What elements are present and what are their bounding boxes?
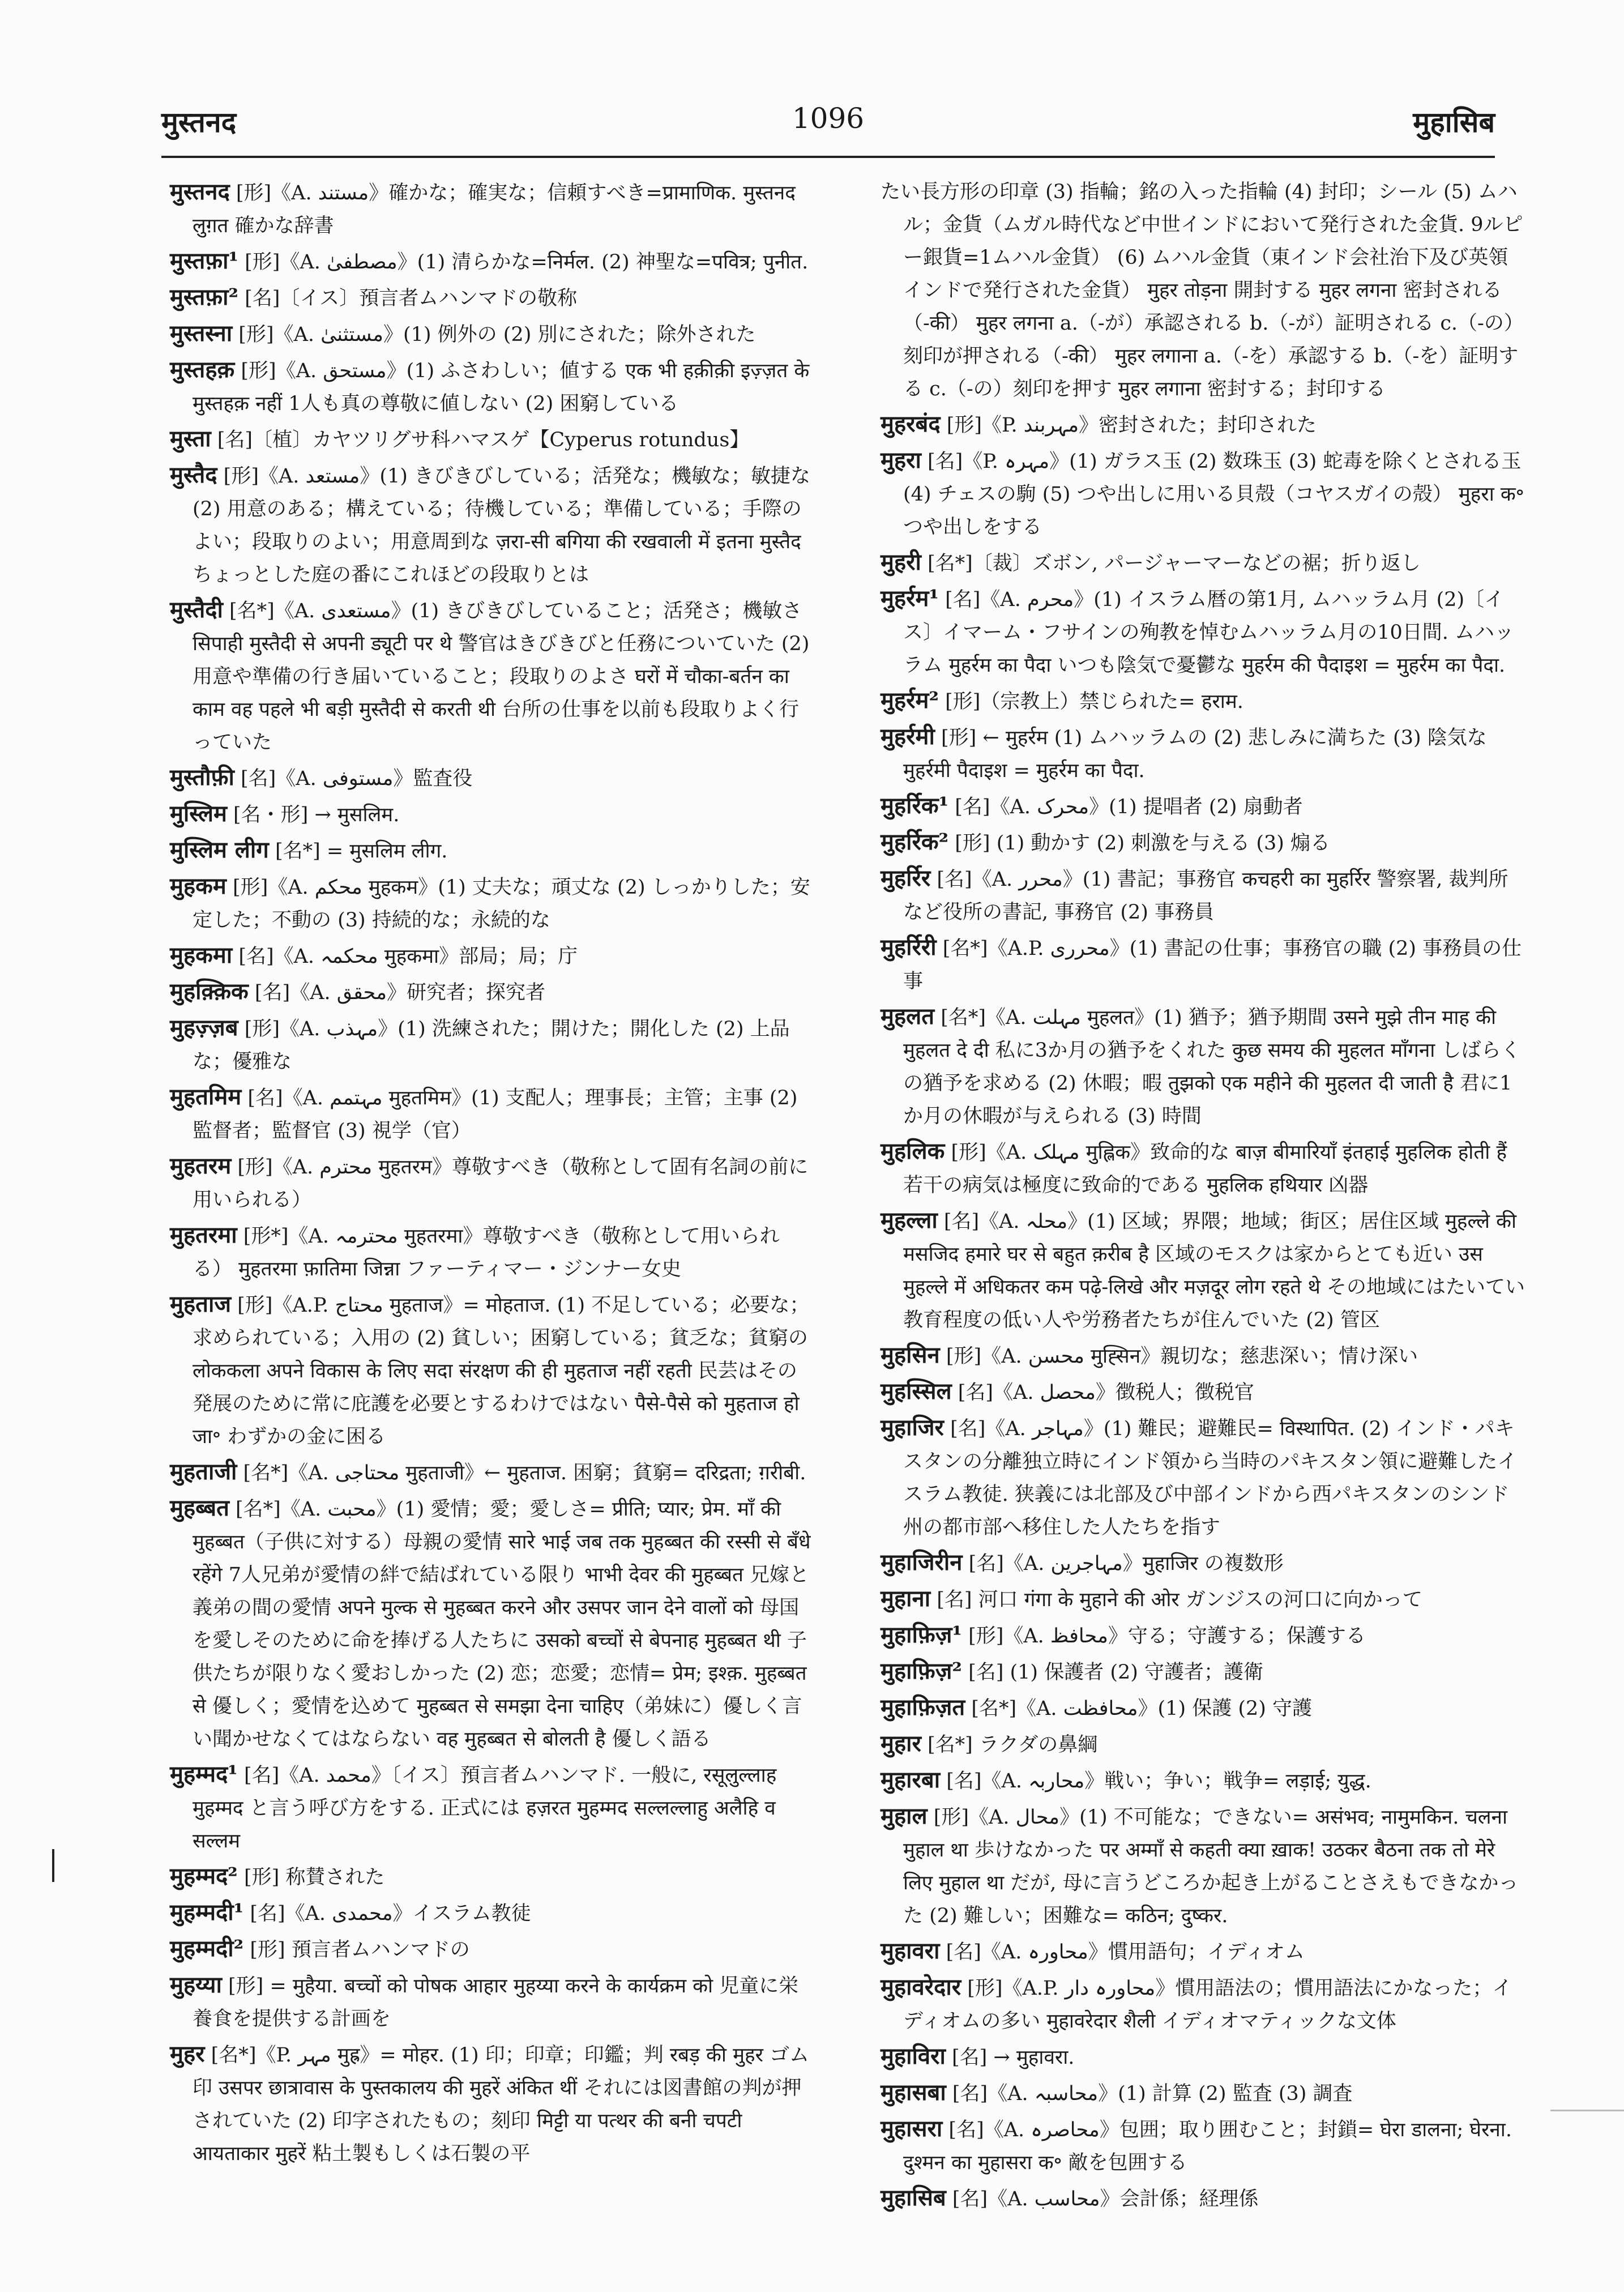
entry-definition: [形]《A. مستحق》(1) ふさわしい；値する एक भी हक़ीक़ी इज़्ज़त के मुस्तहक़ नहीं 1人も真の尊敬に値しない (2) 困窮している <box>193 360 810 415</box>
dictionary-entry <box>881 176 1526 406</box>
dictionary-entry <box>170 1081 815 1147</box>
headword: मुहावरा <box>881 1937 940 1964</box>
dictionary-entry <box>170 1011 815 1078</box>
dictionary-entry <box>881 1935 1526 1969</box>
dictionary-entry <box>881 1135 1526 1202</box>
headword: मुहरी <box>881 549 921 575</box>
entry-definition: [名] → मुहावरा. <box>951 2046 1075 2069</box>
headword: मुहक़्क़िक <box>170 978 249 1005</box>
entry-definition: [形] 預言者ムハンマドの <box>250 1939 470 1961</box>
entry-definition: [名]《A. محرم》(1) イスラム暦の第1月, ムハッラム月 (2)〔イス〕イマーム・フサインの殉教を悼むムハッラム月の10日間. ムハッラム मुहर्रम का पैदा いつも陰気で憂鬱な मुहर्रम की पैदाइश = मुहर्रम का पैदा. <box>903 588 1514 677</box>
headword: मुहर्रमी <box>881 723 935 750</box>
dictionary-entry <box>170 245 815 279</box>
headword: मुहाफ़िज़¹ <box>881 1621 962 1648</box>
dictionary-entry <box>881 2076 1526 2110</box>
entry-definition: [名*] ラクダの鼻綱 <box>928 1734 1098 1756</box>
dictionary-entry <box>170 975 815 1009</box>
dictionary-entry <box>881 720 1526 787</box>
dictionary-entry <box>170 870 815 937</box>
dictionary-entry <box>170 939 815 973</box>
entry-definition: [形*]《A. محترمہ मुहतरमा》尊敬すべき（敬称として用いられる） मुहतरमा फ़ातिमा जिन्ना ファーティマー・ジンナー女史 <box>193 1225 780 1281</box>
headword: मुहलत <box>881 1003 935 1030</box>
dictionary-entry <box>170 761 815 795</box>
dictionary-entry <box>881 684 1526 718</box>
dictionary-entry <box>881 1691 1526 1725</box>
headword: मुस्तैद <box>170 462 217 488</box>
entry-definition: [名]〔植〕カヤツリグサ科ハマスゲ【Cyperus rotundus】 <box>217 429 750 451</box>
headword: मुस्तस्ना <box>170 320 233 347</box>
page-number: 1096 <box>792 102 865 135</box>
headword: मुहकम <box>170 873 226 899</box>
dictionary-entry <box>170 797 815 831</box>
headword: मुहाल <box>881 1803 928 1829</box>
entry-definition: [名*]《A. مستعدی》(1) きびきびしていること；活発さ；機敏さ सिपाही मुस्तैदी से अपनी ड्यूटी पर थे 警官はきびきびと任務についていた (2) 用意や準備の行き届いていること；段取りのよさ घरों में चौका-बर्तन का काम वह पहले भी बड़ी मुस्तैदी से करती थी 台所の仕事を以前も段取りよく行っていた <box>193 600 810 754</box>
entry-definition: [名]《A. مستوفی》監査役 <box>240 767 473 790</box>
entry-definition: [名]《A. محرک》(1) 提唱者 (2) 扇動者 <box>955 796 1303 818</box>
dictionary-entry <box>881 582 1526 682</box>
dictionary-entry <box>881 1375 1526 1409</box>
entry-definition: [形]《A.P. محاورہ دار》慣用語法の；慣用語法にかなった；イディオムの多い मुहावरेदार शैली イディオマティックな文体 <box>903 1977 1512 2033</box>
entry-definition: [名]《A. محاربہ》戦い；争い；戦争= लड़ाई; युद्ध. <box>946 1770 1371 1792</box>
dictionary-entry <box>881 1000 1526 1133</box>
entry-definition: [名] (1) 保護者 (2) 守護者；護衛 <box>968 1661 1264 1684</box>
entry-definition: [形]《A. مہلک मुह्लिक》致命的な बाज़ बीमारियाँ इंतहाई मुहलिक होती हैं 若干の病気は極度に致命的である मुहलिक हथियार 凶器 <box>903 1141 1507 1197</box>
headword: मुहर्रम¹ <box>881 585 939 612</box>
left-guide-word: मुस्तनद <box>161 105 237 139</box>
left-column <box>170 176 815 2173</box>
entry-definition: [名*]《A. محافظت》(1) 保護 (2) 守護 <box>971 1697 1313 1720</box>
dictionary-entry <box>170 1860 815 1894</box>
entry-definition: [形]《A. مستعد》(1) きびきびしている；活発な；機敏な；敏捷な (2) 用意のある；構えている；待機している；準備している；手際のよい；段取りのよい；用意周到な ज़रा-सी बगिया की रखवाली में इतना मुस्तैद ちょっとした庭の番にこれほどの段取りとは <box>193 465 811 586</box>
entry-definition: [名*]〔裁〕ズボン, パージャーマーなどの裾；折り返し <box>928 552 1421 575</box>
entry-definition: [名]〔イス〕預言者ムハンマドの敬称 <box>245 287 578 310</box>
dictionary-entry <box>881 2040 1526 2074</box>
entry-definition: [形]《A.P. محتاج मुहताज》= मोहताज. (1) 不足している；必要な；求められている；入用の (2) 貧しい；困窮している；貧乏な；貧窮の लोककला अपने विकास के लिए सदा संरक्षण की ही मुहताज नहीं रहती 民芸はその発展のために常に庇護を必要とするわけではない पैसे-पैसे को मुहताज हो जा॰ わずかの金に困る <box>193 1294 810 1448</box>
entry-definition: [名*]《A.P. محرری》(1) 書記の仕事；事務官の職 (2) 事務員の仕事 <box>903 937 1522 993</box>
entry-definition: [名]《A. محرر》(1) 書記；事務官 कचहरी का मुहर्रिर 警察署, 裁判所など役所の書記, 事務官 (2) 事務員 <box>903 868 1508 924</box>
dictionary-entry <box>170 1150 815 1217</box>
entry-definition: [形] (1) 動かす (2) 刺激を与える (3) 煽る <box>955 832 1331 855</box>
headword: मुहर्रिरी <box>881 934 937 961</box>
dictionary-entry <box>170 317 815 351</box>
headword: मुहर्रिक² <box>881 829 949 855</box>
entry-definition: [名] 河口 गंगा के मुहाने की ओर ガンジスの河口に向かって <box>937 1589 1422 1611</box>
dictionary-entry <box>170 1758 815 1858</box>
dictionary-entry <box>170 353 815 420</box>
entry-definition: [名]《P. مہرہ》(1) ガラス玉 (2) 数珠玉 (3) 蛇毒を除くとされる玉 (4) チェスの駒 (5) つや出しに用いる貝殻（コヤスガイの殻） मुहरा क॰ つや出しをする <box>903 450 1524 539</box>
headword: मुस्तहक़ <box>170 356 235 383</box>
dictionary-entry <box>170 1492 815 1756</box>
page-header <box>161 102 1495 147</box>
dictionary-entry <box>881 862 1526 929</box>
dictionary-entry <box>881 1339 1526 1373</box>
headword: मुहर्रिक¹ <box>881 792 949 819</box>
headword: मुहज़्ज़ब <box>170 1014 238 1041</box>
dictionary-entry <box>881 1655 1526 1689</box>
headword: मुहासरा <box>881 2115 943 2142</box>
dictionary-entry <box>881 1800 1526 1932</box>
dictionary-entry <box>881 1411 1526 1544</box>
entry-definition: [名]《A. محاورہ》慣用語句；イディオム <box>946 1941 1305 1964</box>
headword: मुहलिक <box>881 1138 945 1164</box>
dictionary-entry <box>881 789 1526 823</box>
page-edge-mark <box>1550 2110 1624 2111</box>
dictionary-entry <box>881 1727 1526 1761</box>
entry-definition: [名]《A. مہاجر》(1) 難民；避難民= विस्थापित. (2) インド・パキスタンの分離独立時にインド領から当時のパキスタン領に避難したイスラム教徒. 狭義には北部及び中部インドから西パキスタンのシンド州の都市部へ移住した人たちを指す <box>903 1418 1518 1539</box>
entry-definition: [名]《A. محکمہ मुहकमा》部局；局；庁 <box>238 945 578 968</box>
entry-definition: [形] 称賛された <box>243 1866 385 1889</box>
entry-definition: [名]《A. محلہ》(1) 区域；界隈；地域；街区；居住区域 मुहल्ले की मसजिद हमारे घर से बहुत क़रीब है 区域のモスクは家からとても近い उस मुहल्ले में अधिकतर कम पढ़े-लिखे और मज़दूर लोग रहते थे その地域にはたいてい教育程度の低い人や労務者たちが住んでいた (2) 管区 <box>903 1210 1525 1331</box>
entry-definition: [名]《A. محصل》徴税人；徴税官 <box>958 1381 1254 1404</box>
dictionary-entry <box>170 1932 815 1966</box>
dictionary-entry <box>170 281 815 315</box>
entry-definition: [名]《A. محاسبہ》(1) 計算 (2) 監査 (3) 調査 <box>952 2082 1353 2105</box>
entry-definition: [名*]《P. مہر मुह्र》= मोहर. (1) 印；印章；印鑑；判 रबड़ की मुहर ゴム印 उसपर छात्रावास के पुस्तकालय की मुहरें अंकित थीं それには図書館の判が押されていた (2) 印字されたもの；刻印 मिट्टी या पत्थर की बनी चपटी आयताकार मुहरें 粘土製もしくは石製の平 <box>193 2044 810 2165</box>
dictionary-entry <box>881 546 1526 580</box>
entry-definition: [名*]《A. مہلت मुहलत》(1) 猶予；猶予期間 उसने मुझे तीन माह की मुहलत दे दी 私に3か月の猶予をくれた कुछ समय की मुहलत माँगना しばらくの猶予を求める (2) 休暇；暇 तुझको एक महीने की मुहलत दी जाती है 君に1か月の休暇が与えられる (3) 時間 <box>903 1006 1521 1128</box>
dictionary-entry <box>170 459 815 591</box>
headword: मुहर्रिर <box>881 865 931 891</box>
headword: मुस्तैदी <box>170 596 223 623</box>
right-guide-word: मुहासिब <box>1413 105 1495 139</box>
headword: मुस्तफ़ा² <box>170 284 238 310</box>
dictionary-entry <box>170 834 815 868</box>
margin-mark <box>52 1849 54 1882</box>
headword: मुहरा <box>881 447 921 473</box>
dictionary-entry <box>881 408 1526 442</box>
entry-definition: [形]《A. محسن मुह्सिन》親切な；慈悲深い；情け深い <box>946 1345 1418 1368</box>
entry-definition: [名・形] → मुसलिम. <box>233 804 400 826</box>
headword: मुहासबा <box>881 2079 946 2106</box>
entry-definition: [形]《A. مصطفیٰ》(1) 清らかな=निर्मल. (2) 神聖な=पवित्र; पुनीत. <box>245 251 809 274</box>
dictionary-entry <box>881 2182 1526 2216</box>
entry-definition: [形]《A. محکم मुहकम》(1) 丈夫な；頑丈な (2) しっかりした；安定した；不動の (3) 持続的な；永続的な <box>193 876 810 932</box>
headword: मुहाजिरीन <box>881 1549 963 1576</box>
headword: मुहर <box>170 2041 205 2067</box>
entry-definition: [形]（宗教上）禁じられた= हराम. <box>945 690 1243 713</box>
headword: मुस्लिम लीग <box>170 836 269 863</box>
headword: मुहब्बत <box>170 1495 229 1521</box>
entry-definition: [名]《A. محقق》研究者；探究者 <box>254 981 546 1004</box>
entry-definition: [名]《A. مہاجرین》मुहाजिर の複数形 <box>968 1552 1284 1575</box>
dictionary-entry <box>881 1582 1526 1616</box>
headword: मुहावरेदार <box>881 1974 961 2000</box>
headword: मुस्तफ़ा¹ <box>170 247 238 274</box>
dictionary-entry <box>881 1619 1526 1653</box>
entry-definition: [名*]《A. محتاجی मुहताजी》← मुहताज. 困窮；貧窮= दरिद्रता; ग़रीबी. <box>243 1462 806 1484</box>
headword: मुहाना <box>881 1585 931 1612</box>
dictionary-entry <box>170 2038 815 2170</box>
entry-definition: [名]《A. مہتمم मुहतमिम》(1) 支配人；理事長；主管；主事 (2) 監督者；監督官 (3) 視学（官） <box>193 1087 798 1142</box>
headword: मुहाफ़िज़² <box>881 1658 962 1684</box>
dictionary-entry <box>881 1764 1526 1798</box>
headword: मुहारबा <box>881 1766 941 1793</box>
entry-definition: [名]《A. محاصرہ》包囲；取り囲むこと；封鎖= घेरा डालना; घेरना. दुश्मन का मुहासरा क॰ 敵を包囲する <box>903 2119 1512 2174</box>
dictionary-entry <box>170 1288 815 1453</box>
headword: मुहरबंद <box>881 411 941 437</box>
headword: मुस्ता <box>170 425 211 452</box>
dictionary-entry <box>170 1969 815 2035</box>
entry-definition: [形] ← मुहर्रम (1) ムハッラムの (2) 悲しみに満ちた (3) 陰気な मुहर्रमी पैदाइश = मुहर्रम का पैदा. <box>903 727 1487 782</box>
entry-definition: [名]《A. محمد》〔イス〕預言者ムハンマド. 一般に, रसूलुल्लाह मुहम्मद と言う呼び方をする. 正式には हज़रत मुहम्मद सल्लल्लाहु अलैहि व सल्लम <box>193 1764 777 1853</box>
entry-definition: [形] = मुहैया. बच्चों को पोषक आहार मुहय्या करने के कार्यक्रम को 児童に栄養食を提供する計画を <box>193 1975 799 2030</box>
entry-definition: [形]《A. مستثنیٰ》(1) 例外の (2) 別にされた；除外された <box>238 323 756 346</box>
headword: मुहतरम <box>170 1153 232 1179</box>
headword: मुहतमिम <box>170 1083 242 1110</box>
headword: मुहसिन <box>881 1342 940 1368</box>
headword: मुस्तनद <box>170 178 230 205</box>
entry-definition: [形]《A. محترم मुहतरम》尊敬すべき（敬称として固有名詞の前に用いられる） <box>193 1156 809 1211</box>
header-rule <box>161 156 1495 158</box>
headword: मुहल्ला <box>881 1207 938 1234</box>
entry-definition: [形]《A. مہذب》(1) 洗練された；開けた；開化した (2) 上品な；優雅な <box>193 1018 790 1073</box>
entry-definition: [形]《A. محال》(1) 不可能な；できない= असंभव; नामुमकिन. चलना मुहाल था 歩けなかった पर अम्माँ से कहती क्या ख़ाक! उठकर बैठना तक तो मेरे लिए मुहाल था だが, 母に言うどころか起き上がることさえもできなかった (2) 難しい；困難な= कठिन; दुष्कर. <box>903 1806 1519 1927</box>
dictionary-entry <box>170 1219 815 1286</box>
entry-definition: [名]《A. محاسب》会計係；経理係 <box>952 2188 1259 2210</box>
entry-definition: [名*]《A. محبت》(1) 愛情；愛；愛しさ= प्रीति; प्यार; प्रेम. माँ की मुहब्बत（子供に対する）母親の愛情 सारे भाई जब तक मुहब्बत की रस्सी से बँधे रहेंगे 7人兄弟が愛情の絆で結ばれている限り भाभी देवर की मुहब्बत 兄嫁と義弟の間の愛情 अपने मुल्क से मुहब्बत करने और उसपर जान देने वालों को 母国を愛しそのために命を捧げる人たちに उसको बच्चों से बेपनाह मुहब्बत थी 子供たちが限りなく愛おしかった (2) 恋；恋愛；恋情= प्रेम; इश्क़. मुहब्बत से 優しく；愛情を込めて मुहब्बत से समझा देना चाहिए（弟妹に）優しく言い聞かせなくてはならない वह मुहब्बत से बोलती है 優しく語る <box>193 1498 811 1751</box>
headword: मुहर्रम² <box>881 687 939 714</box>
headword: मुहम्मद¹ <box>170 1761 238 1787</box>
dictionary-entry <box>170 176 815 242</box>
right-column <box>881 176 1526 2218</box>
headword: मुहताज <box>170 1291 231 1317</box>
entry-definition: [形]《A. محافظ》守る；守護する；保護する <box>968 1625 1366 1647</box>
dictionary-entry <box>881 444 1526 544</box>
dictionary-entry <box>881 1204 1526 1337</box>
headword: मुस्तौफ़ी <box>170 764 234 791</box>
headword: मुहकमा <box>170 942 233 968</box>
dictionary-entry <box>170 1896 815 1930</box>
dictionary-entry <box>170 1456 815 1489</box>
headword: मुहम्मदी² <box>170 1935 244 1962</box>
dictionary-entry <box>881 1971 1526 2038</box>
entry-definition: [名*] = मुसलिम लीग. <box>275 840 448 863</box>
dictionary-entry <box>881 931 1526 998</box>
entry-definition: [形]《P. مہربند》密封された；封印された <box>946 414 1317 437</box>
dictionary-entry <box>881 2112 1526 2179</box>
headword: मुहार <box>881 1730 921 1757</box>
headword: मुहासिब <box>881 2184 946 2211</box>
dictionary-entry <box>881 1546 1526 1580</box>
headword: मुहताजी <box>170 1458 237 1485</box>
headword: मुहाफ़िज़त <box>881 1694 965 1721</box>
headword: मुहम्मद² <box>170 1863 238 1889</box>
entry-definition: たい長方形の印章 (3) 指輪；銘の入った指輪 (4) 封印；シール (5) ムハル；金貨（ムガル時代など中世インドにおいて発行された金貨. 9ルピー銀貨=1ムハル金貨） (6) ムハル金貨（東インド会社治下及び英領インドで発行された金貨） मुहर तोड़ना 開封する मुहर लगना 密封される（-की） मुहर लगना a.（-が）承認される b.（-が）証明される c.（-の）刻印が押される（-की） मुहर लगाना a.（-を）承認する b.（-を）証明する c.（-の）刻印を押す मुहर लगाना 密封する；封印する <box>881 181 1524 400</box>
headword: मुहतरमा <box>170 1222 237 1248</box>
dictionary-entry <box>170 422 815 456</box>
headword: मुहस्सिल <box>881 1378 952 1405</box>
dictionary-entry <box>170 594 815 759</box>
entry-definition: [形]《A. مستند》確かな；確実な；信頼すべき=प्रामाणिक. मुस्तनद लुग़त 確かな辞書 <box>193 182 796 237</box>
headword: मुहम्मदी¹ <box>170 1899 244 1926</box>
dictionary-entry <box>881 826 1526 860</box>
entry-definition: [名]《A. محمدی》イスラム教徒 <box>250 1902 531 1925</box>
headword: मुहय्या <box>170 1971 222 1998</box>
headword: मुहाविरा <box>881 2043 946 2069</box>
headword: मुहाजिर <box>881 1414 944 1441</box>
headword: मुस्लिम <box>170 800 227 827</box>
